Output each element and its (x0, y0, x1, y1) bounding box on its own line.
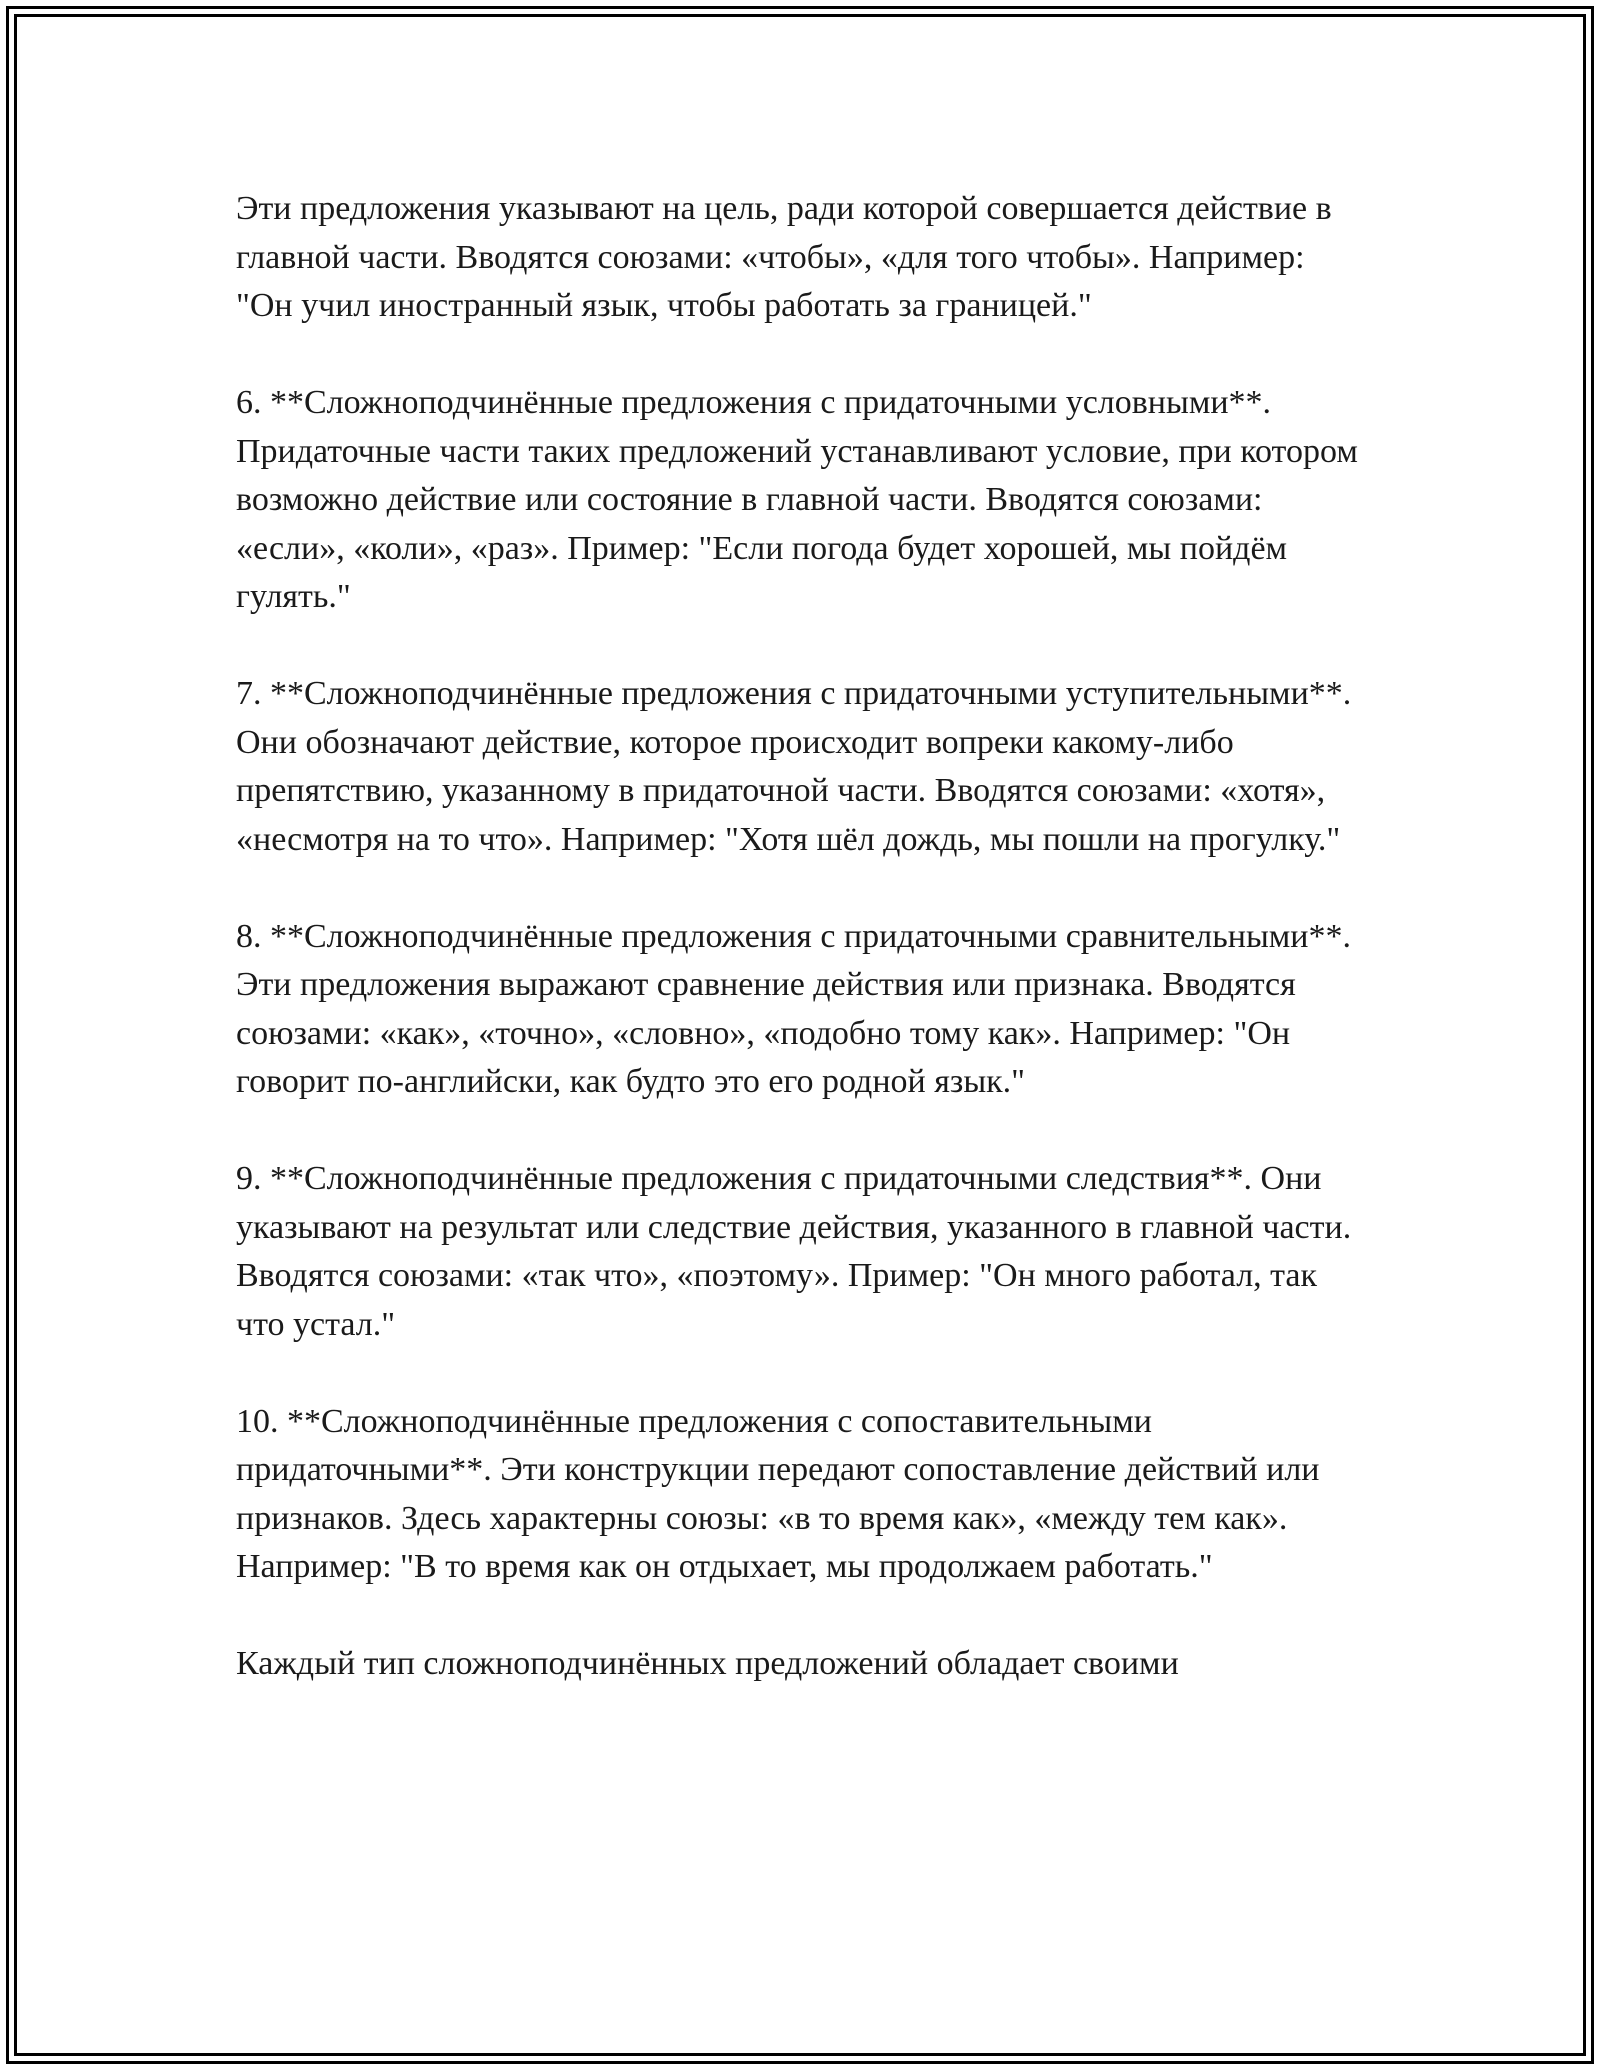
document-body (236, 185, 1366, 1689)
paragraph-conditional-clauses: 6. **Сложноподчинённые предложения с придаточными условными**. Придаточные части таких предложений устанавливают условие, при котором возможно действие или состояние в главной части. Вводятся союзами: «если», «коли», «раз». Пример: "Если погода будет хорошей, мы пойдём гулять." (236, 384, 1358, 615)
paragraph-consequence-clauses: 9. **Сложноподчинённые предложения с придаточными следствия**. Они указывают на результат или следствие действия, указанного в главной части. Вводятся союзами: «так что», «поэтому». Пример: "Он много работал, так что устал." (236, 1160, 1352, 1343)
paragraph-purpose-clauses: Эти предложения указывают на цель, ради которой совершается действие в главной части. Вводятся союзами: «чтобы», «для того чтобы». Например: "Он учил иностранный язык, чтобы работать за границей." (236, 190, 1332, 324)
paragraph-contrastive-clauses: 10. **Сложноподчинённые предложения с сопоставительными придаточными**. Эти конструкции передают сопоставление действий или признаков. Здесь характерны союзы: «в то время как», «между тем как». Например: "В то время как он отдыхает, мы продолжаем работать." (236, 1402, 1320, 1585)
paragraph-conclusion: Каждый тип сложноподчинённых предложений обладает своими (236, 1645, 1179, 1682)
paragraph-comparative-clauses: 8. **Сложноподчинённые предложения с придаточными сравнительными**. Эти предложения выражают сравнение действия или признака. Вводятся союзами: «как», «точно», «словно», «подобно тому как». Например: "Он говорит по-английски, как будто это его родной язык." (236, 917, 1351, 1100)
paragraph-concessive-clauses: 7. **Сложноподчинённые предложения с придаточными уступительными**. Они обозначают действие, которое происходит вопреки какому-либо препятствию, указанному в придаточной части. Вводятся союзами: «хотя», «несмотря на то что». Например: "Хотя шёл дождь, мы пошли на прогулку." (236, 675, 1352, 858)
